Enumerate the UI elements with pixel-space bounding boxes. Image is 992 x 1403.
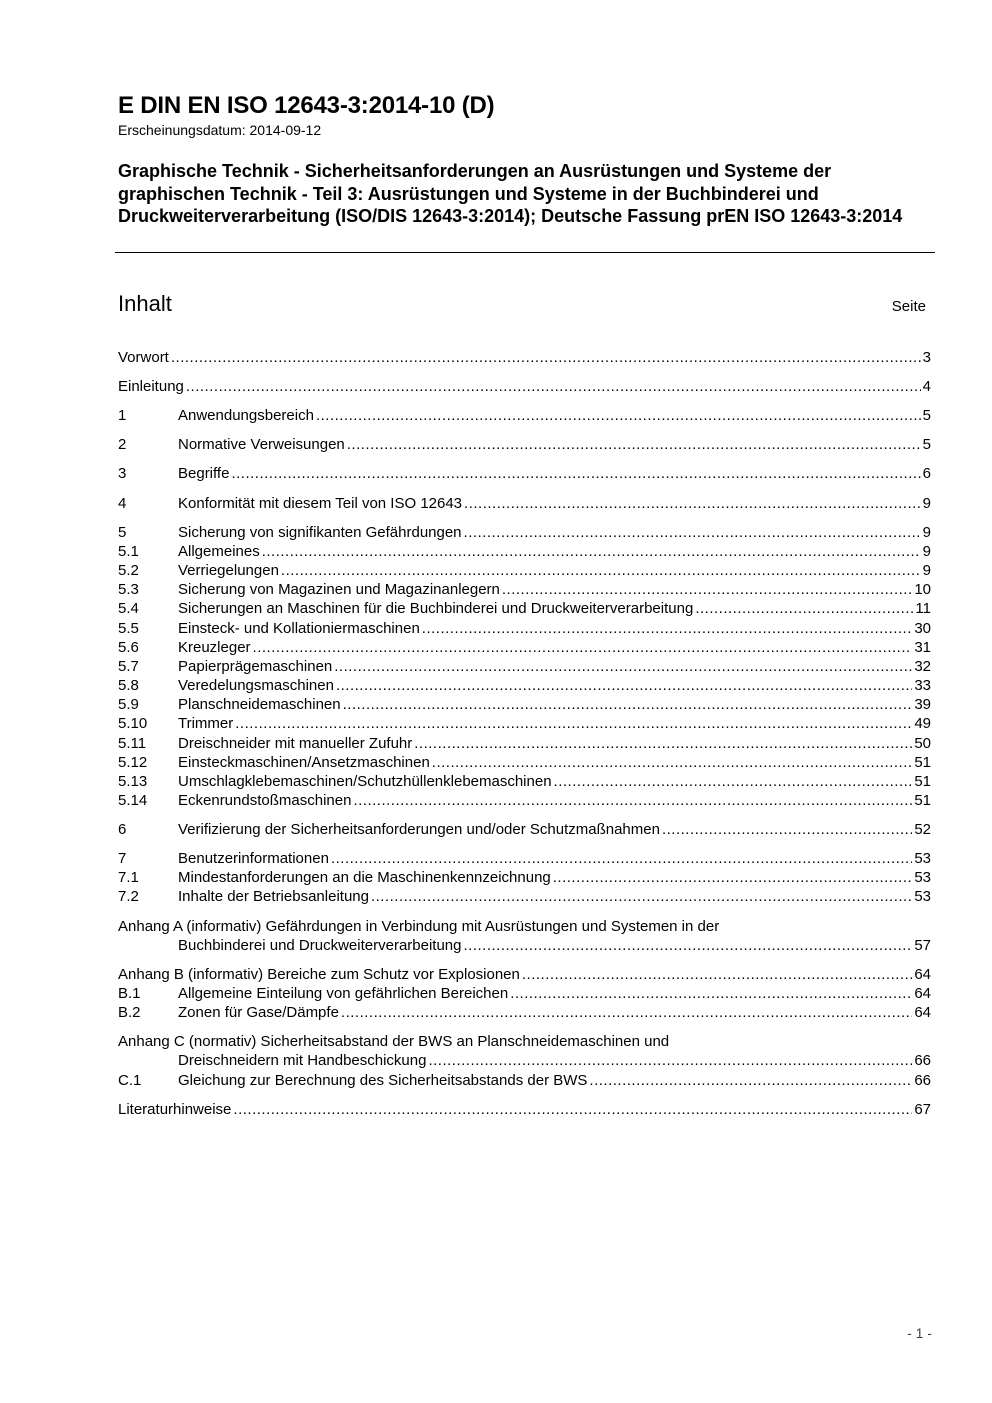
toc-entry-text: Literaturhinweise xyxy=(118,1101,232,1118)
toc-entry-page: 33 xyxy=(914,677,931,694)
toc-annex-a-title[interactable]: Anhang A (informativ) Gefährdungen in Verbindung mit Ausrüstungen und Systemen in der xyxy=(118,918,720,935)
toc-entry[interactable] xyxy=(118,638,931,657)
toc-entry-text: Eckenrundstoßmaschinen xyxy=(178,792,352,809)
toc-entry-page: 51 xyxy=(914,792,931,809)
toc-entry[interactable] xyxy=(118,936,931,955)
toc-leader xyxy=(695,599,913,618)
toc-entry-page: 9 xyxy=(922,495,931,512)
toc-entry-page: 6 xyxy=(922,465,931,482)
toc-entry-number: 5.8 xyxy=(118,677,139,694)
toc-entry-text: Dreischneidern mit Handbeschickung xyxy=(178,1052,427,1069)
toc-entry-number: 5.9 xyxy=(118,696,139,713)
toc-leader xyxy=(422,619,913,638)
toc-leader xyxy=(253,638,913,657)
toc-heading: Inhalt xyxy=(118,291,172,316)
toc-page-column-label: Seite xyxy=(891,298,926,315)
toc-leader xyxy=(347,435,921,454)
toc-entry[interactable] xyxy=(118,464,931,483)
toc-entry-text: Buchbinderei und Druckweiterverarbeitung xyxy=(178,937,462,954)
toc-entry-number: 7.2 xyxy=(118,888,139,905)
toc-entry-number: 1 xyxy=(118,407,127,424)
toc-entry-number: 5.10 xyxy=(118,715,148,732)
toc-entry-page: 50 xyxy=(914,735,931,752)
toc-entry[interactable] xyxy=(118,714,931,733)
toc-entry[interactable] xyxy=(118,580,931,599)
toc-entry[interactable] xyxy=(118,542,931,561)
toc-leader xyxy=(502,580,912,599)
toc-leader xyxy=(432,753,913,772)
toc-leader xyxy=(522,965,912,984)
toc-entry[interactable] xyxy=(118,619,931,638)
toc-entry[interactable] xyxy=(118,849,931,868)
toc-entry-number: 4 xyxy=(118,495,127,512)
toc-entry-number: 5.1 xyxy=(118,543,139,560)
toc-entry-page: 51 xyxy=(914,773,931,790)
toc-entry-number: 5.4 xyxy=(118,600,139,617)
toc-entry-page: 31 xyxy=(914,639,931,656)
toc-leader xyxy=(353,791,912,810)
toc-entry-number: 2 xyxy=(118,436,127,453)
toc-entry-text: Gleichung zur Berechnung des Sicherheitsabstands der BWS xyxy=(178,1072,588,1089)
toc-entry[interactable] xyxy=(118,494,931,513)
toc-entry-number: 5.14 xyxy=(118,792,148,809)
document-id: E DIN EN ISO 12643-3:2014-10 (D) xyxy=(118,92,495,119)
toc-entry-text: Planschneidemaschinen xyxy=(178,696,341,713)
toc-leader xyxy=(553,868,913,887)
toc-entry-number: 5.7 xyxy=(118,658,139,675)
toc-entry[interactable] xyxy=(118,868,931,887)
toc-leader xyxy=(281,561,921,580)
toc-entry[interactable] xyxy=(118,695,931,714)
toc-entry-number: 5.12 xyxy=(118,754,148,771)
toc-entry-number: 5.6 xyxy=(118,639,139,656)
toc-leader xyxy=(186,377,921,396)
toc-entry-page: 67 xyxy=(914,1101,931,1118)
toc-entry[interactable] xyxy=(118,599,931,618)
toc-leader xyxy=(341,1003,912,1022)
toc-entry-page: 49 xyxy=(914,715,931,732)
toc-entry[interactable] xyxy=(118,1071,931,1090)
toc-entry-number: 5.3 xyxy=(118,581,139,598)
toc-entry-text: Vorwort xyxy=(118,349,169,366)
toc-entry-text: Allgemeine Einteilung von gefährlichen Bereichen xyxy=(178,985,509,1002)
toc-entry[interactable] xyxy=(118,406,931,425)
toc-entry-page: 9 xyxy=(922,524,931,541)
toc-entry-text: Verriegelungen xyxy=(178,562,279,579)
toc-entry-text: Kreuzleger xyxy=(178,639,251,656)
toc-entry-number: 7 xyxy=(118,850,127,867)
toc-entry[interactable] xyxy=(118,435,931,454)
toc-entry-text: Benutzerinformationen xyxy=(178,850,329,867)
toc-entry-text: Sicherungen an Maschinen für die Buchbinderei und Druckweiterverarbeitung xyxy=(178,600,694,617)
toc-entry[interactable] xyxy=(118,965,931,984)
toc-entry-text: Anhang B (informativ) Bereiche zum Schutz vor Explosionen xyxy=(118,966,520,983)
toc-entry-text: Sicherung von signifikanten Gefährdungen xyxy=(178,524,462,541)
toc-entry[interactable] xyxy=(118,791,931,810)
toc-leader xyxy=(316,406,921,425)
toc-entry-text: Allgemeines xyxy=(178,543,260,560)
toc-entry[interactable] xyxy=(118,523,931,542)
toc-entry-page: 52 xyxy=(914,821,931,838)
toc-entry[interactable] xyxy=(118,984,931,1003)
toc-leader xyxy=(331,849,912,868)
toc-leader xyxy=(371,887,912,906)
toc-leader xyxy=(510,984,912,1003)
toc-entry-text: Papierprägemaschinen xyxy=(178,658,333,675)
toc-entry-text: Normative Verweisungen xyxy=(178,436,345,453)
page-number: - 1 - xyxy=(907,1325,932,1341)
toc-entry[interactable] xyxy=(118,348,931,367)
toc-entry-text: Anwendungsbereich xyxy=(178,407,314,424)
toc-entry[interactable] xyxy=(118,734,931,753)
toc-entry-text: Dreischneider mit manueller Zufuhr xyxy=(178,735,413,752)
toc-entry-page: 51 xyxy=(914,754,931,771)
toc-entry[interactable] xyxy=(118,887,931,906)
toc-entry-number: 7.1 xyxy=(118,869,139,886)
toc-leader xyxy=(464,494,921,513)
toc-entry[interactable] xyxy=(118,657,931,676)
toc-entry-number: 5.5 xyxy=(118,620,139,637)
toc-entry[interactable] xyxy=(118,1051,931,1070)
toc-entry-text: Konformität mit diesem Teil von ISO 12643 xyxy=(178,495,463,512)
toc-entry-page: 9 xyxy=(922,562,931,579)
publication-date: Erscheinungsdatum: 2014-09-12 xyxy=(118,122,322,138)
toc-leader xyxy=(428,1051,912,1070)
toc-leader xyxy=(171,348,921,367)
toc-entry-text: Begriffe xyxy=(178,465,230,482)
toc-entry-page: 32 xyxy=(914,658,931,675)
toc-entry[interactable] xyxy=(118,820,931,839)
toc-leader xyxy=(662,820,912,839)
toc-entry[interactable] xyxy=(118,753,931,772)
toc-entry-page: 57 xyxy=(914,937,931,954)
toc-entry-text: Mindestanforderungen an die Maschinenkennzeichnung xyxy=(178,869,551,886)
toc-entry-number: B.1 xyxy=(118,985,141,1002)
toc-entry-number: C.1 xyxy=(118,1072,142,1089)
toc-entry[interactable] xyxy=(118,676,931,695)
toc-entry-number: 5.13 xyxy=(118,773,148,790)
toc-entry-page: 5 xyxy=(922,436,931,453)
toc-entry-page: 53 xyxy=(914,869,931,886)
toc-entry-text: Verifizierung der Sicherheitsanforderungen und/oder Schutzmaßnahmen xyxy=(178,821,660,838)
toc-entry-page: 3 xyxy=(922,349,931,366)
toc-leader xyxy=(589,1071,912,1090)
toc-entry-number: 5.11 xyxy=(118,735,147,752)
document-title: Graphische Technik - Sicherheitsanforderungen an Ausrüstungen und Systeme der graphischen Technik - Teil 3: Ausrüstungen und Systeme in der Buchbinderei und Druckweiterverarbeitung (ISO/DIS 12643-3:2014); Deutsche Fassung prEN ISO 12643-3:2014 xyxy=(118,161,903,226)
toc-entry-page: 64 xyxy=(914,966,931,983)
toc-entry-page: 53 xyxy=(914,888,931,905)
toc-entry-text: Umschlagklebemaschinen/Schutzhüllenklebemaschinen xyxy=(178,773,552,790)
toc-entry-text: Einsteckmaschinen/Ansetzmaschinen xyxy=(178,754,430,771)
toc-entry-page: 53 xyxy=(914,850,931,867)
toc-entry-text: Zonen für Gase/Dämpfe xyxy=(178,1004,339,1021)
toc-entry-page: 30 xyxy=(914,620,931,637)
toc-entry-page: 5 xyxy=(922,407,931,424)
toc-entry[interactable] xyxy=(118,772,931,791)
toc-leader xyxy=(414,734,912,753)
toc-leader xyxy=(464,523,921,542)
toc-entry-number: 5 xyxy=(118,524,127,541)
toc-leader xyxy=(262,542,921,561)
toc-annex-c-title[interactable]: Anhang C (normativ) Sicherheitsabstand der BWS an Planschneidemaschinen und xyxy=(118,1033,670,1050)
toc-entry-page: 64 xyxy=(914,1004,931,1021)
toc-leader xyxy=(464,936,913,955)
toc-leader xyxy=(343,695,913,714)
toc-entry[interactable] xyxy=(118,1003,931,1022)
toc-leader xyxy=(233,1100,912,1119)
toc-leader xyxy=(336,676,912,695)
toc-leader xyxy=(235,714,912,733)
toc-entry-page: 66 xyxy=(914,1052,931,1069)
toc-entry-text: Inhalte der Betriebsanleitung xyxy=(178,888,369,905)
toc-entry-text: Einleitung xyxy=(118,378,184,395)
toc-entry-number: 6 xyxy=(118,821,127,838)
toc-entry-number: 3 xyxy=(118,465,127,482)
toc-leader xyxy=(231,464,920,483)
toc-entry-text: Veredelungsmaschinen xyxy=(178,677,334,694)
toc-entry-page: 9 xyxy=(922,543,931,560)
toc-leader xyxy=(334,657,912,676)
toc-entry-text: Sicherung von Magazinen und Magazinanlegern xyxy=(178,581,500,598)
toc-leader xyxy=(554,772,913,791)
toc-entry-page: 10 xyxy=(914,581,931,598)
toc-entry[interactable] xyxy=(118,377,931,396)
toc-entry-page: 11 xyxy=(915,600,931,617)
toc-entry[interactable] xyxy=(118,561,931,580)
toc-entry-number: 5.2 xyxy=(118,562,139,579)
title-divider xyxy=(115,252,935,253)
toc-entry-text: Trimmer xyxy=(178,715,234,732)
toc-entry-number: B.2 xyxy=(118,1004,141,1021)
toc-entry[interactable] xyxy=(118,1100,931,1119)
toc-entry-text: Einsteck- und Kollationiermaschinen xyxy=(178,620,420,637)
toc-entry-page: 66 xyxy=(914,1072,931,1089)
toc-entry-page: 4 xyxy=(922,378,931,395)
toc-entry-page: 39 xyxy=(914,696,931,713)
toc-entry-page: 64 xyxy=(914,985,931,1002)
